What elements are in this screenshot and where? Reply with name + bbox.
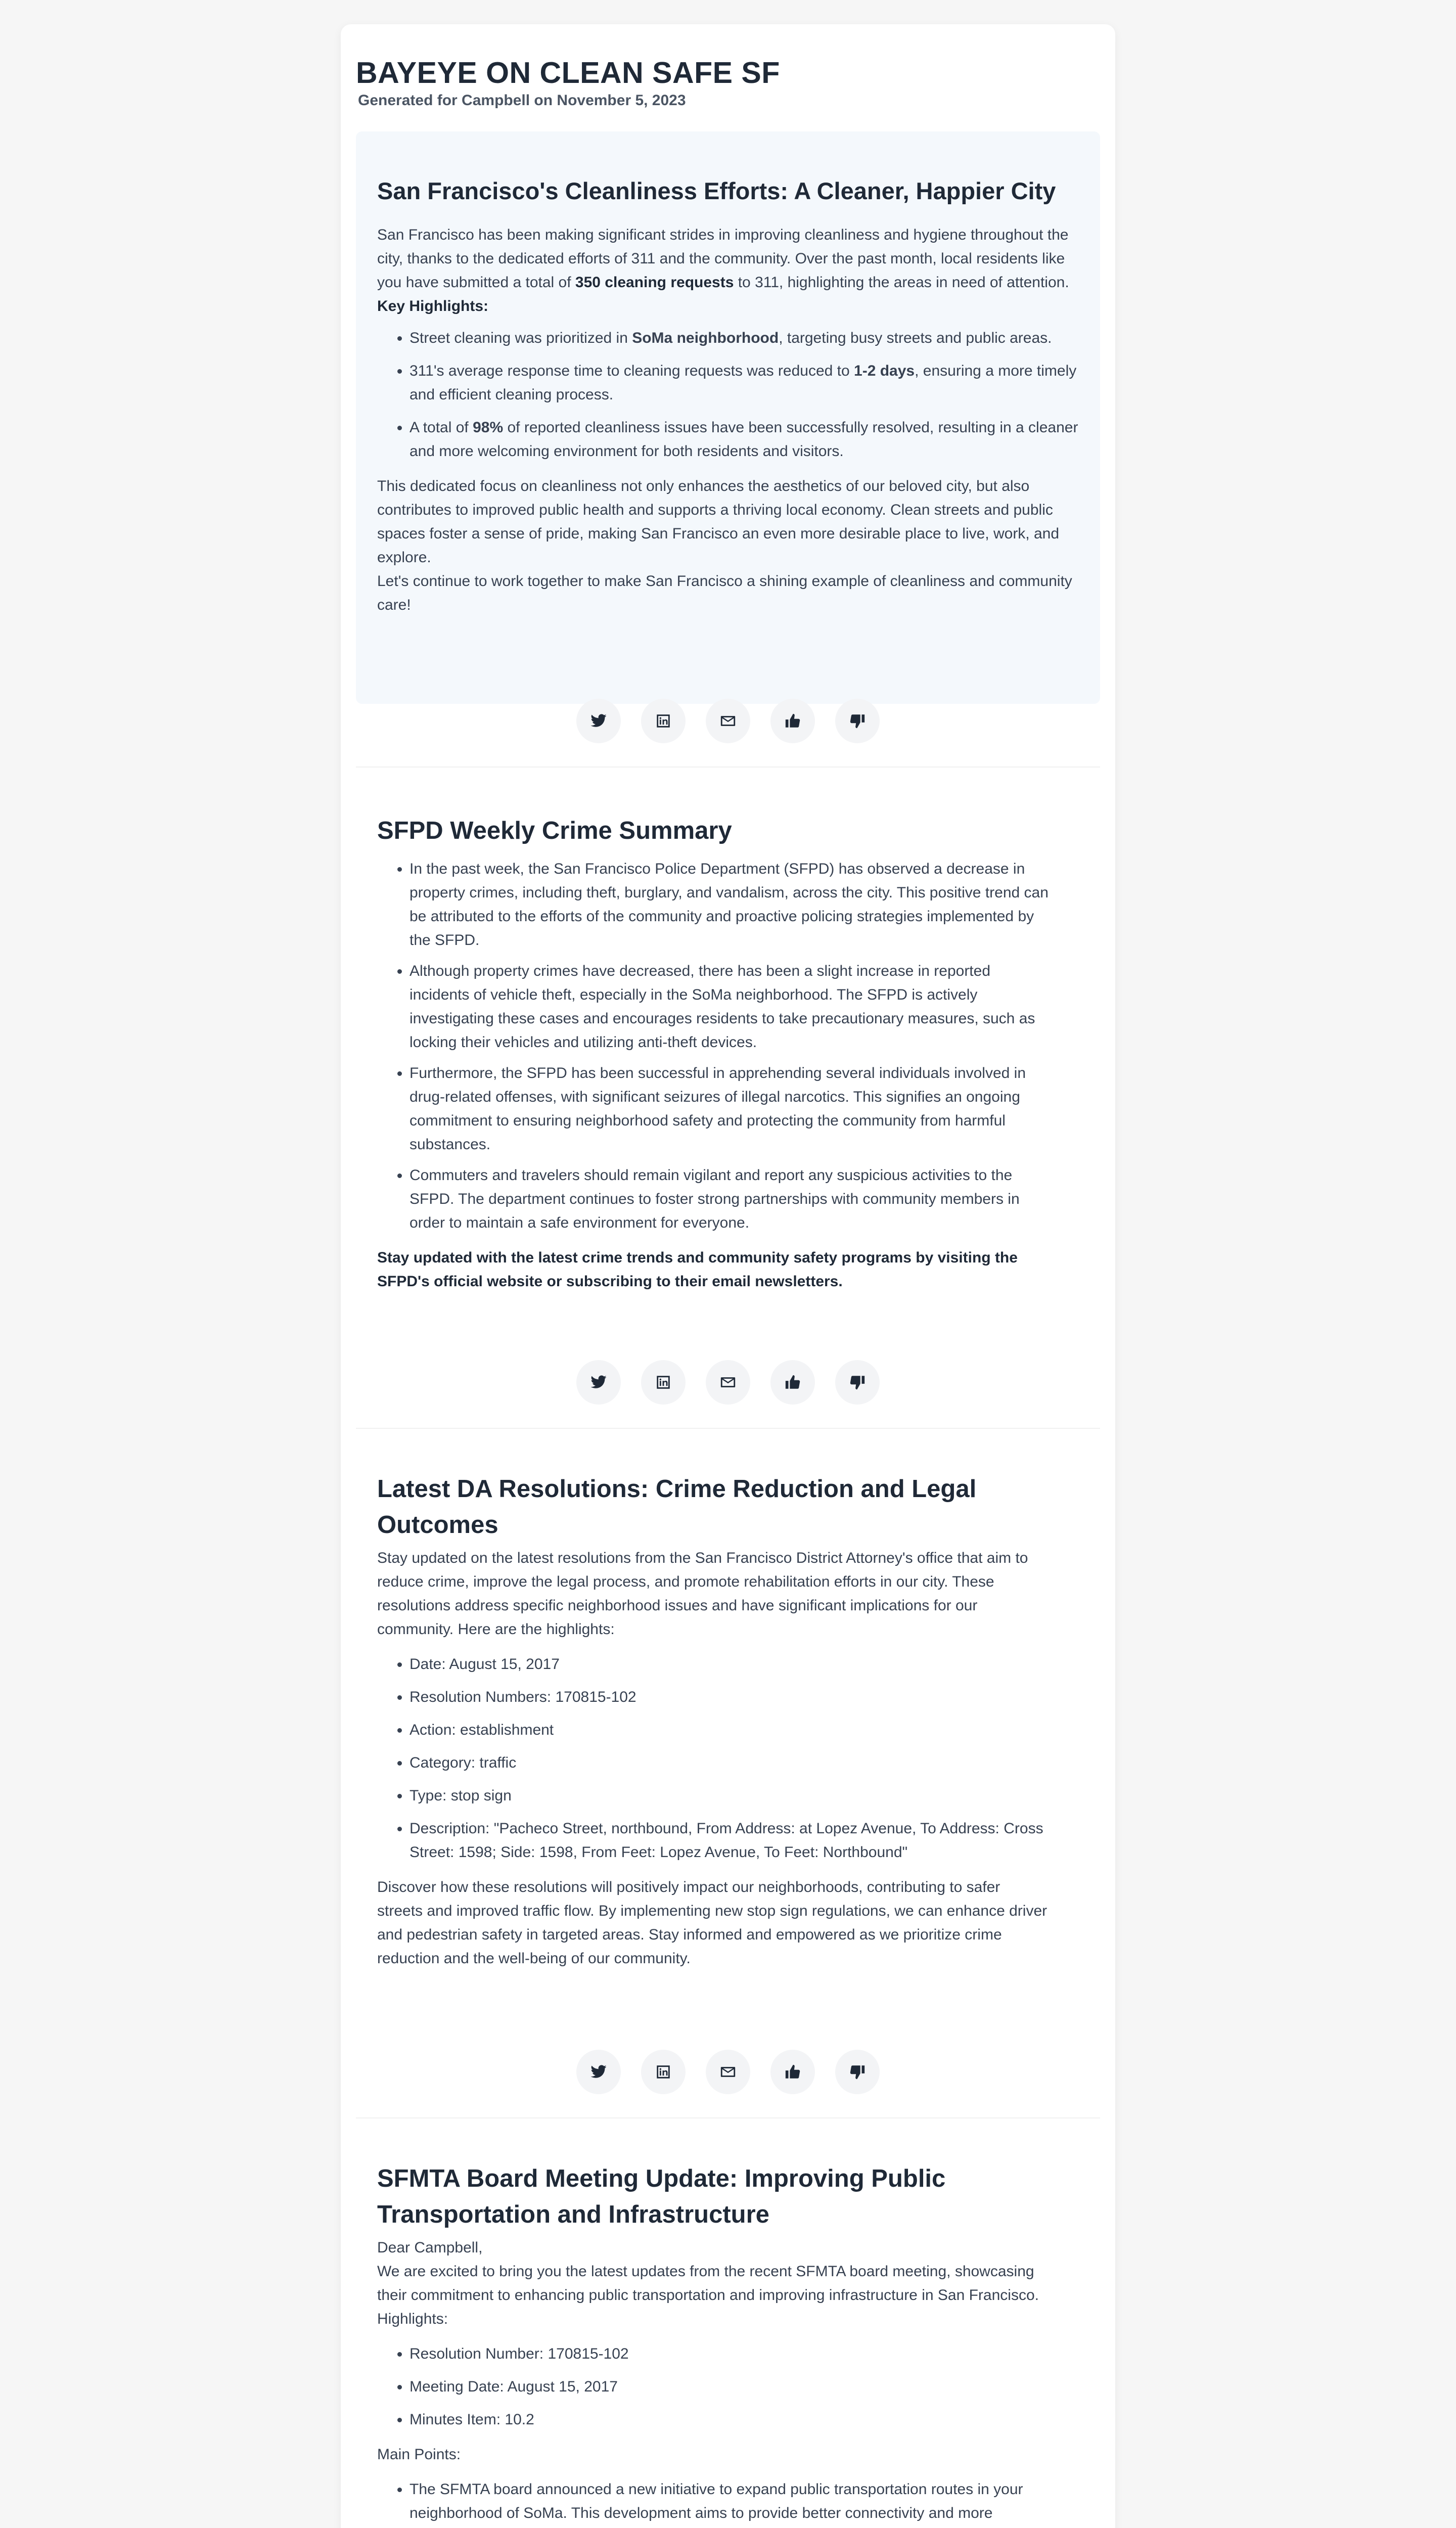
twitter-icon [590, 1374, 607, 1391]
cleanliness-intro: San Francisco has been making significant strides in improving cleanliness and hygiene throughout the city, thanks to the dedicated efforts of 311 and the community. Over the past month, local residents like you have submitted a total of 350 cleaning requests to 311, highlighting the areas in need of attention. [377, 227, 1069, 291]
linkedin-share-button[interactable] [641, 1360, 686, 1405]
list-item: • Furthermore, the SFPD has been successful in apprehending several individuals involved in drug-related offenses, with significant seizures of illegal narcotics. This signifies an ongoing commitment to ensuring neighborhood safety and protecting the community from harmful substances. [410, 1061, 1050, 1156]
linkedin-share-button[interactable] [641, 2050, 686, 2094]
list-item: • Date: August 15, 2017 [410, 1652, 1050, 1676]
crime-title: SFPD Weekly Crime Summary [377, 817, 732, 844]
list-item: • Minutes Item: 10.2 [410, 2408, 1050, 2431]
cleanliness-closing: Let's continue to work together to make San Francisco a shining example of cleanliness and community care! [377, 573, 1072, 613]
sfmta-main-label: Main Points: [377, 2446, 461, 2463]
list-item: • Resolution Number: 170815-102 [410, 2342, 1050, 2366]
list-item: • The SFMTA board announced a new initiative to expand public transportation routes in your neighborhood of SoMa. This development aims to provide better connectivity and more [410, 2477, 1050, 2528]
newsletter-subtitle: Generated for Campbell on November 5, 2023 [358, 92, 686, 109]
list-item: • Commuters and travelers should remain vigilant and report any suspicious activities to the SFPD. The department continues to foster strong partnerships with community members in order to maintain a safe environment for everyone. [410, 1163, 1050, 1235]
dislike-button[interactable] [835, 1360, 880, 1405]
da-section [377, 1471, 1050, 1970]
email-icon [719, 712, 737, 730]
da-intro: Stay updated on the latest resolutions from the San Francisco District Attorney's office that aim to reduce crime, improve the legal process, and promote rehabilitation efforts in our city. These resolutions address specific neighborhood issues and have significant implications for our community. Here are the highlights: [377, 1550, 1028, 1638]
sfmta-intro: We are excited to bring you the latest updates from the recent SFMTA board meeting, showcasing their commitment to enhancing public transportation and improving infrastructure in San Francisco. [377, 2263, 1039, 2304]
crime-closing: Stay updated with the latest crime trends and community safety programs by visiting the SFPD's official website or subscribing to their email newsletters. [377, 1249, 1018, 1290]
list-item: • 311's average response time to cleaning requests was reduced to 1-2 days, ensuring a more timely and efficient cleaning process. [410, 359, 1079, 407]
list-item: • Category: traffic [410, 1751, 1050, 1775]
list-item: • A total of 98% of reported cleanliness issues have been successfully resolved, resulting in a cleaner and more welcoming environment for both residents and visitors. [410, 416, 1079, 463]
sfmta-highlights-list [377, 2342, 1050, 2431]
share-bar [341, 699, 1115, 743]
dislike-button[interactable] [835, 699, 880, 743]
linkedin-share-button[interactable] [641, 699, 686, 743]
sfmta-main-list [377, 2477, 1050, 2528]
section-divider [356, 766, 1100, 768]
sfmta-title: SFMTA Board Meeting Update: Improving Public Transportation and Infrastructure [377, 2165, 946, 2229]
like-button[interactable] [770, 1360, 815, 1405]
linkedin-icon [655, 1374, 672, 1391]
da-closing: Discover how these resolutions will positively impact our neighborhoods, contributing to safer streets and improved traffic flow. By implementing new stop sign regulations, we can enhance driver and pedestrian safety in targeted areas. Stay informed and empowered as we prioritize crime reduction and the well-being of our community. [377, 1879, 1048, 1967]
email-share-button[interactable] [706, 699, 750, 743]
like-button[interactable] [770, 2050, 815, 2094]
share-bar [341, 1360, 1115, 1405]
thumbs-up-icon [784, 1374, 801, 1391]
sfmta-section [377, 2161, 1050, 2528]
list-item: • Resolution Numbers: 170815-102 [410, 1685, 1050, 1709]
thumbs-down-icon [849, 2063, 866, 2081]
twitter-share-button[interactable] [576, 2050, 621, 2094]
section-divider [356, 2117, 1100, 2118]
da-list [377, 1652, 1050, 1864]
newsletter-header [356, 56, 780, 109]
list-item: • Description: "Pacheco Street, northbound, From Address: at Lopez Avenue, To Address: Cross Street: 1598; Side: 1598, From Feet: Lopez Avenue, To Feet: Northbound" [410, 1817, 1050, 1864]
cleanliness-section [356, 131, 1100, 704]
list-item: • Street cleaning was prioritized in SoMa neighborhood, targeting busy streets and public areas. [410, 326, 1079, 350]
dislike-button[interactable] [835, 2050, 880, 2094]
cleanliness-paragraph: This dedicated focus on cleanliness not only enhances the aesthetics of our beloved city, but also contributes to improved public health and supports a thriving local economy. Clean streets and public spaces foster a sense of pride, making San Francisco an even more desirable place to live, work, and explore. [377, 478, 1060, 566]
email-share-button[interactable] [706, 2050, 750, 2094]
list-item: • Type: stop sign [410, 1784, 1050, 1808]
list-item: • Although property crimes have decreased, there has been a slight increase in reported incidents of vehicle theft, especially in the SoMa neighborhood. The SFPD is actively investigating these cases and encourages residents to take precautionary measures, such as locking their vehicles and utilizing anti-theft devices. [410, 959, 1050, 1054]
thumbs-up-icon [784, 2063, 801, 2081]
email-share-button[interactable] [706, 1360, 750, 1405]
list-item: • Action: establishment [410, 1718, 1050, 1742]
twitter-share-button[interactable] [576, 699, 621, 743]
sfmta-highlights-label: Highlights: [377, 2311, 448, 2328]
twitter-icon [590, 712, 607, 730]
key-highlights-list [377, 326, 1079, 463]
thumbs-up-icon [784, 712, 801, 730]
newsletter-card [341, 24, 1115, 2528]
da-title: Latest DA Resolutions: Crime Reduction and Legal Outcomes [377, 1475, 977, 1539]
cleanliness-title: San Francisco's Cleanliness Efforts: A Cleaner, Happier City [377, 177, 1056, 204]
sfmta-greeting: Dear Campbell, [377, 2239, 483, 2256]
email-icon [719, 2063, 737, 2081]
thumbs-down-icon [849, 712, 866, 730]
crime-list [377, 857, 1050, 1235]
twitter-icon [590, 2063, 607, 2081]
newsletter-title: BAYEYE ON CLEAN SAFE SF [356, 56, 780, 89]
email-icon [719, 1374, 737, 1391]
section-divider [356, 1428, 1100, 1429]
share-bar [341, 2050, 1115, 2094]
thumbs-down-icon [849, 1374, 866, 1391]
twitter-share-button[interactable] [576, 1360, 621, 1405]
linkedin-icon [655, 2063, 672, 2081]
linkedin-icon [655, 712, 672, 730]
list-item: • Meeting Date: August 15, 2017 [410, 2375, 1050, 2399]
list-item: • In the past week, the San Francisco Police Department (SFPD) has observed a decrease in property crimes, including theft, burglary, and vandalism, across the city. This positive trend can be attributed to the efforts of the community and proactive policing strategies implemented by the SFPD. [410, 857, 1050, 952]
key-highlights-label: Key Highlights: [377, 298, 489, 314]
crime-section [377, 813, 1050, 1293]
like-button[interactable] [770, 699, 815, 743]
